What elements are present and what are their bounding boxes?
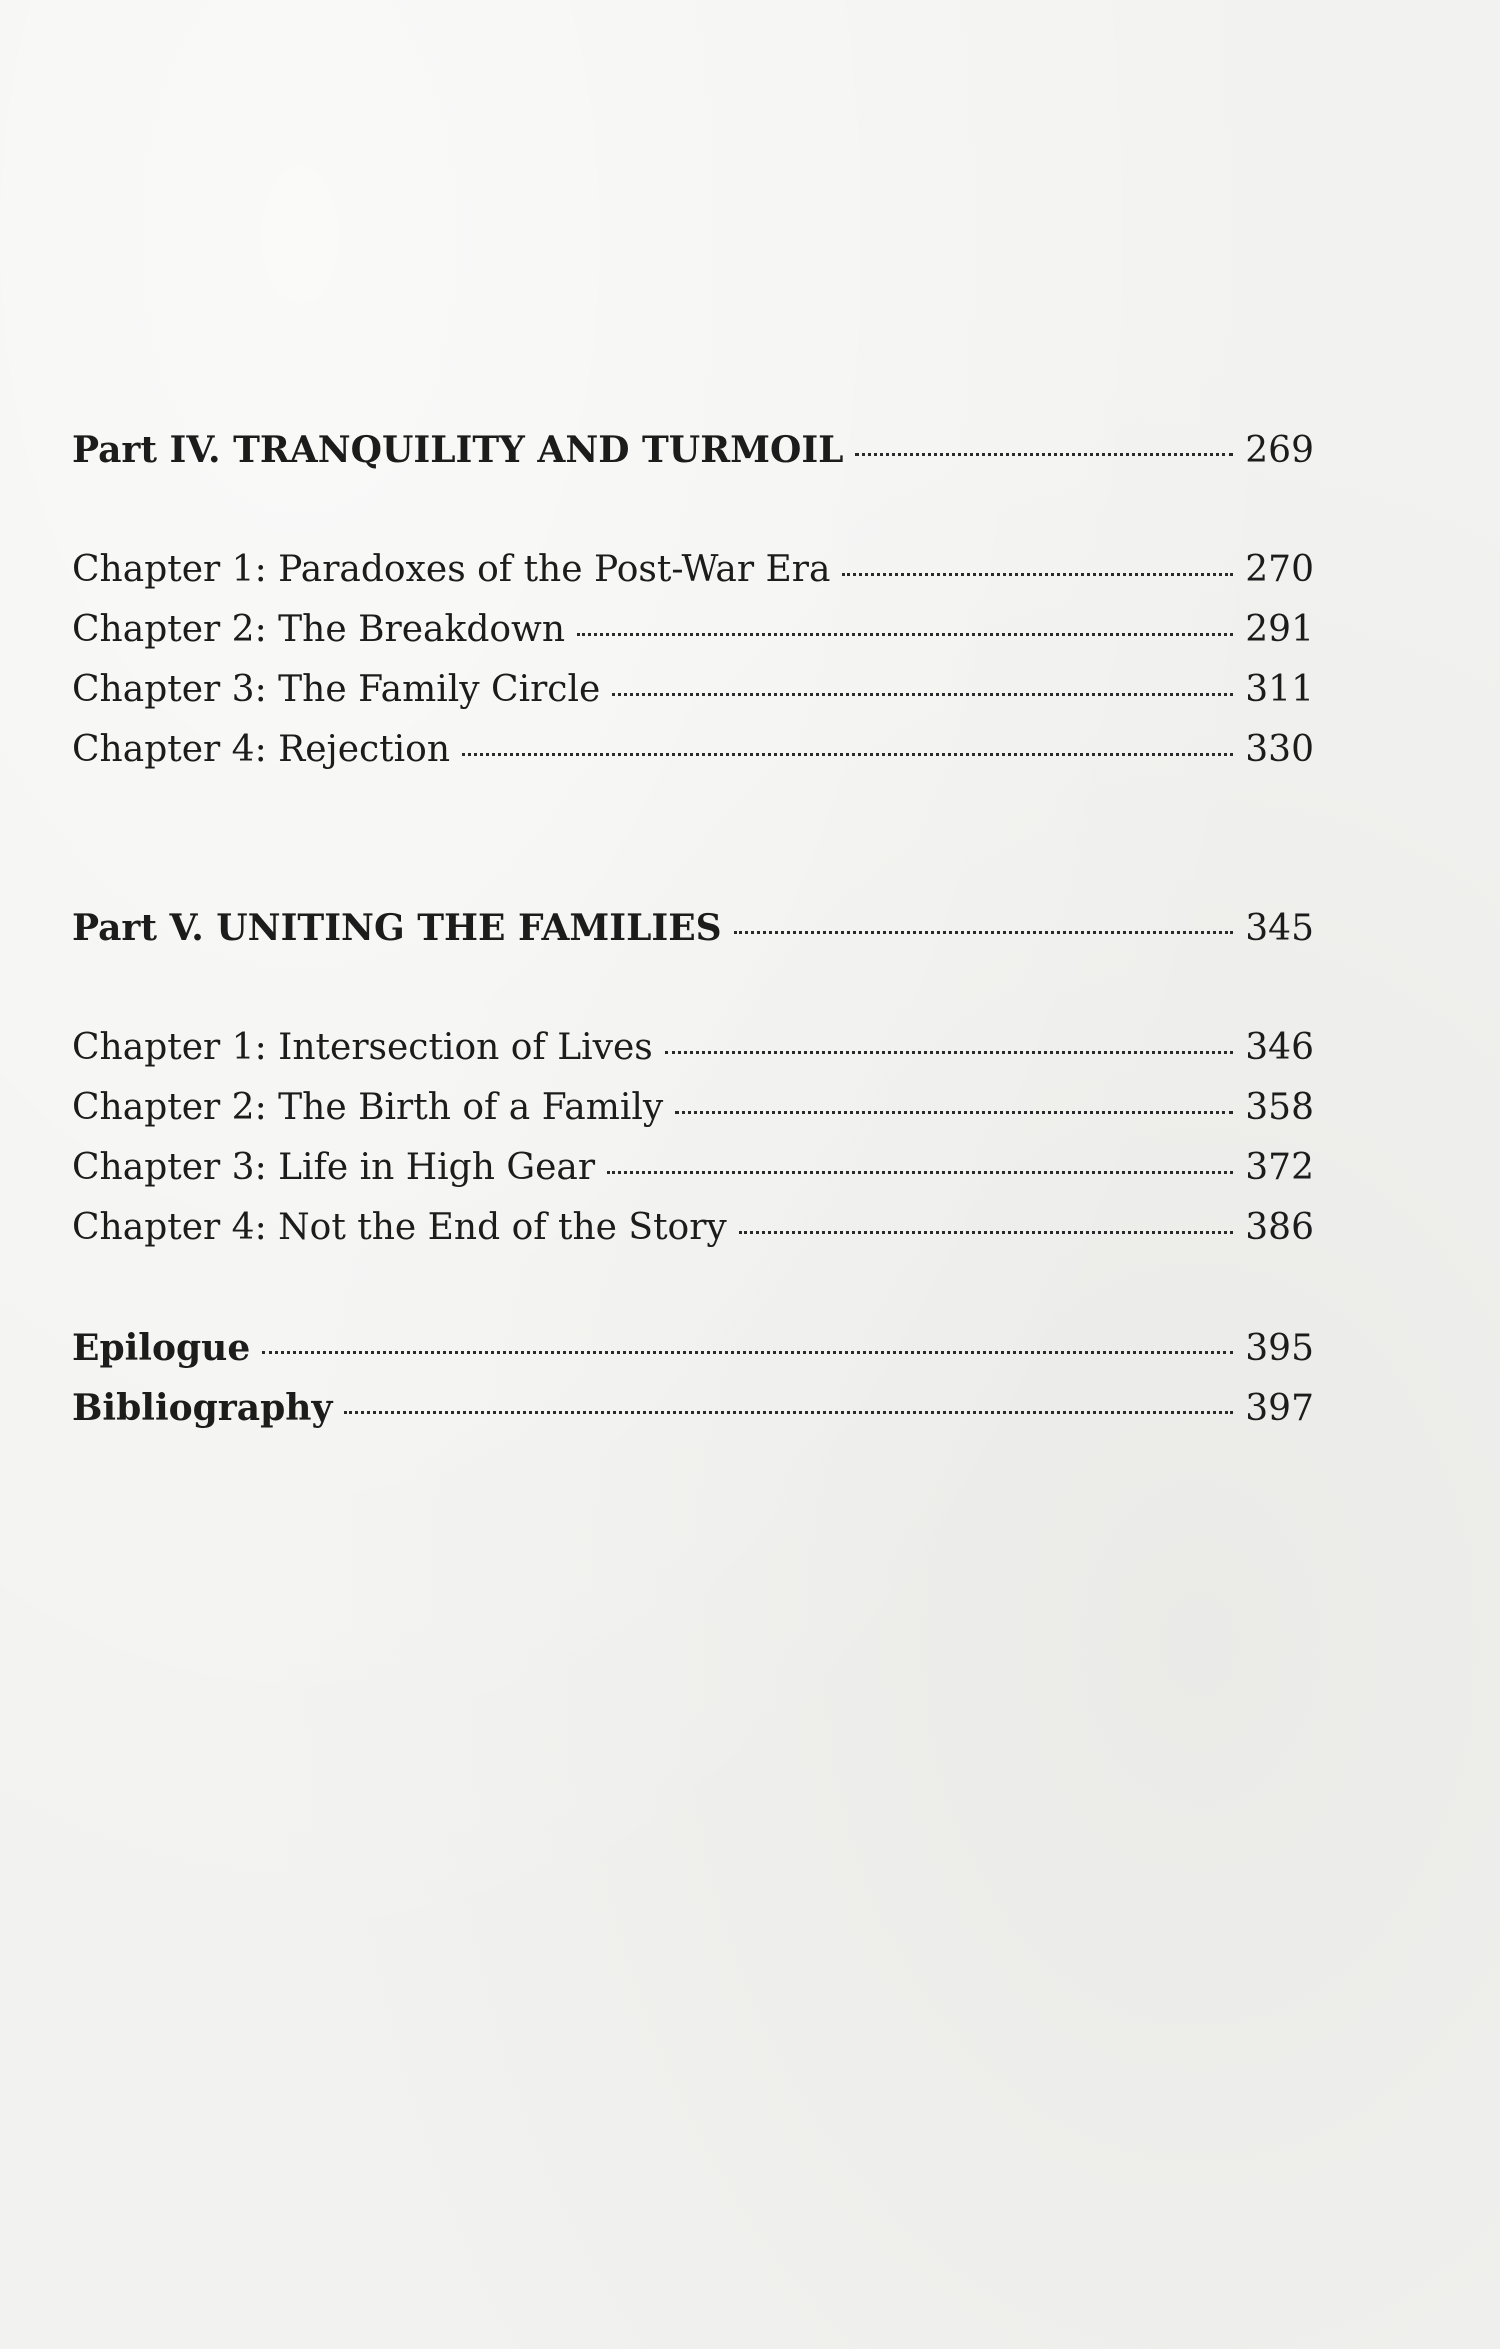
toc-part-5 [72,898,1314,1258]
toc-back-entry [72,1318,1314,1378]
toc-chapter-entry [72,600,1314,660]
dot-leader [612,692,1233,696]
toc-chapter-title: Chapter 3: Life in High Gear [72,1147,596,1188]
toc-page-number: 346 [1245,1027,1314,1068]
toc-chapter-title: Chapter 1: Intersection of Lives [72,1027,653,1068]
toc-page-number: 395 [1245,1328,1314,1369]
toc-page-number: 358 [1245,1087,1314,1128]
toc-chapter-entry [72,720,1314,780]
toc-part-title: Part V. UNITING THE FAMILIES [72,907,722,949]
toc-page-number: 397 [1245,1388,1314,1429]
toc-page-number: 372 [1245,1147,1314,1188]
dot-leader [855,452,1233,456]
toc-chapter-entry [72,660,1314,720]
dot-leader [462,752,1233,756]
toc-back-matter [72,1318,1314,1438]
toc-chapter-title: Chapter 4: Not the End of the Story [72,1207,727,1248]
toc-page-number: 386 [1245,1207,1314,1248]
toc-chapter-title: Chapter 1: Paradoxes of the Post-War Era [72,549,831,590]
toc-part-heading [72,898,1314,958]
toc-chapter-title: Chapter 2: The Birth of a Family [72,1087,664,1128]
toc-part-title: Part IV. TRANQUILITY AND TURMOIL [72,429,844,471]
toc-chapter-entry [72,1198,1314,1258]
toc-chapter-entry [72,540,1314,600]
toc-page-number: 311 [1245,669,1314,710]
dot-leader [739,1230,1234,1234]
toc-back-title: Bibliography [72,1387,333,1429]
toc-page-number: 269 [1245,430,1314,471]
dot-leader [665,1050,1234,1054]
toc-chapter-title: Chapter 2: The Breakdown [72,609,566,650]
toc-chapter-entry [72,1138,1314,1198]
dot-leader [344,1410,1233,1414]
toc-page-number: 330 [1245,729,1314,770]
toc-chapter-title: Chapter 3: The Family Circle [72,669,601,710]
toc-chapter-entry [72,1018,1314,1078]
toc-back-entry [72,1378,1314,1438]
dot-leader [262,1350,1233,1354]
table-of-contents [72,420,1314,1438]
toc-back-title: Epilogue [72,1327,251,1369]
dot-leader [607,1170,1233,1174]
toc-page-number: 291 [1245,609,1314,650]
dot-leader [842,572,1233,576]
dot-leader [675,1110,1233,1114]
dot-leader [577,632,1233,636]
toc-chapter-title: Chapter 4: Rejection [72,729,451,770]
toc-chapter-entry [72,1078,1314,1138]
toc-part-4 [72,420,1314,780]
toc-page-number: 270 [1245,549,1314,590]
dot-leader [734,930,1234,934]
toc-part-heading [72,420,1314,480]
toc-page-number: 345 [1245,908,1314,949]
